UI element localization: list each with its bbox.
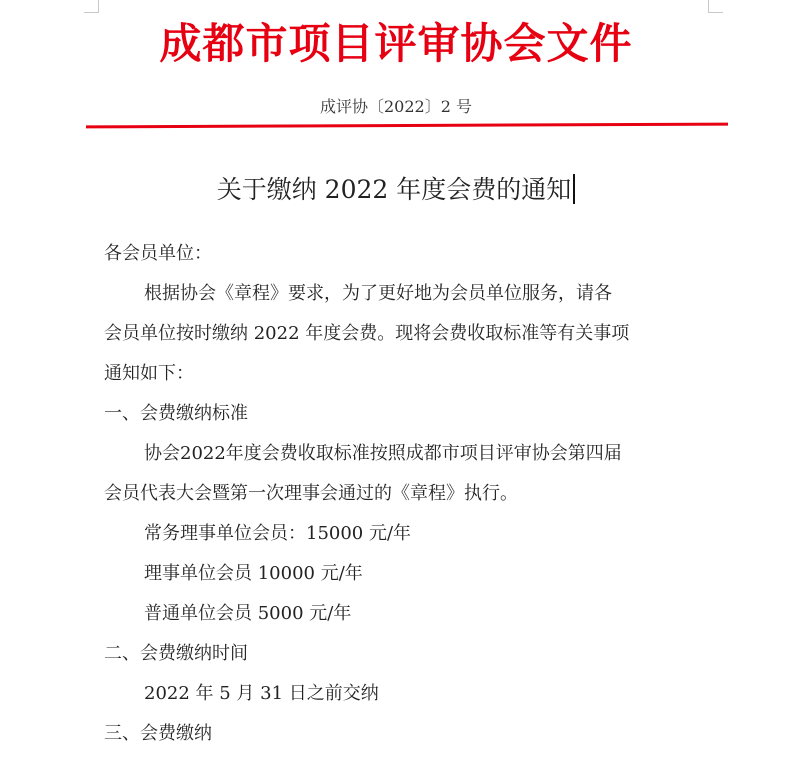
section-3-heading: 三、会费缴纳 bbox=[104, 723, 212, 744]
document-header-title: 成都市项目评审协会文件 bbox=[159, 19, 633, 68]
notice-title-text: 关于缴纳 2022 年度会费的通知 bbox=[216, 175, 572, 204]
document-body[interactable] bbox=[104, 234, 714, 754]
page-corner-mark-left bbox=[84, 0, 99, 13]
text-cursor bbox=[573, 174, 575, 204]
fee-ordinary: 普通单位会员 5000 元/年 bbox=[144, 603, 352, 624]
salutation: 各会员单位： bbox=[104, 243, 212, 264]
intro-line-2: 会员单位按时缴纳 2022 年度会费。现将会费收取标准等有关事项 bbox=[104, 323, 630, 344]
section-2-heading: 二、会费缴纳时间 bbox=[104, 643, 248, 664]
fee-standing-director: 常务理事单位会员：15000 元/年 bbox=[144, 523, 412, 544]
section-1-line-2: 会员代表大会暨第一次理事会通过的《章程》执行。 bbox=[104, 483, 518, 504]
page-corner-mark-right bbox=[708, 0, 723, 13]
section-1-line-1: 协会2022年度会费收取标准按照成都市项目评审协会第四届 bbox=[144, 443, 622, 464]
intro-line-3: 通知如下： bbox=[104, 363, 194, 384]
fee-director: 理事单位会员 10000 元/年 bbox=[144, 563, 363, 584]
section-2-text: 2022 年 5 月 31 日之前交纳 bbox=[144, 683, 379, 704]
red-header-rule bbox=[86, 123, 728, 129]
section-1-heading: 一、会费缴纳标准 bbox=[104, 403, 248, 424]
notice-title[interactable] bbox=[0, 170, 792, 210]
document-number: 成评协〔2022〕2 号 bbox=[320, 97, 472, 116]
intro-line-1: 根据协会《章程》要求，为了更好地为会员单位服务，请各 bbox=[144, 283, 612, 304]
